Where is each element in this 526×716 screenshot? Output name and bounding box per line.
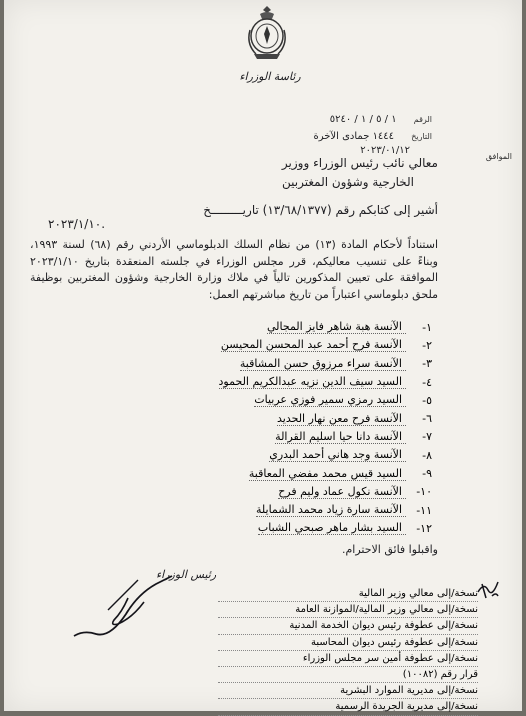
list-item: -٤ السيد سيف الدين نزيه عبدالكريم الحمود xyxy=(218,375,432,389)
list-item: نسخة/إلى مديرية الموارد البشرية xyxy=(218,683,478,699)
reference-line-1: أشير إلى كتابكم رقم (١٣/٦٨/١٣٧٧) تاريـــــــــخ xyxy=(203,203,438,217)
date-label: التاريخ xyxy=(411,132,432,141)
appointees-list xyxy=(152,318,432,538)
addressee-block xyxy=(282,154,438,192)
list-item: -٦ الآنسة فرح معن نهار الحديد xyxy=(276,411,432,426)
list-item: -١٢ السيد بشار ماهر صبحي الشباب xyxy=(257,521,432,535)
list-item: نسخة/إلى عطوفة رئيس ديوان المحاسبة xyxy=(218,635,478,651)
closing-text: واقبلوا فائق الاحترام. xyxy=(341,543,438,556)
list-item: -١ الآنسة هبة شاهر فايز المجالي xyxy=(266,320,432,334)
office-name: رئاسة الوزراء xyxy=(239,70,301,83)
ref-line xyxy=(330,114,432,125)
list-item: -١١ الآنسة سارة زياد محمد الشمايلة xyxy=(255,503,432,517)
addressee-line-1: معالي نائب رئيس الوزراء ووزير xyxy=(281,156,438,170)
list-item: نسخة/إلى عطوفة أمين سر مجلس الوزراء xyxy=(218,651,478,667)
ref-value: ١ / ٥ / ١ / ٥٢٤٠ xyxy=(329,114,397,125)
date-gregorian: ٢٠٢٣/٠١/١٢ xyxy=(360,145,410,156)
ref-label: الرقم xyxy=(413,115,432,124)
list-item: -٥ السيد رمزي سمير فوزي عربيات xyxy=(254,393,432,407)
list-item: نسخة/إلى مديرية الجريدة الرسمية xyxy=(218,699,478,715)
list-item: قرار رقم (١٠٠٨٢) xyxy=(218,667,478,683)
body-paragraph: استناداً لأحكام المادة (١٣) من نظام السلك الدبلوماسي الأردني رقم (٦٨) لسنة ١٩٩٣، وبناءً على تنسيب معاليكم، قرر مجلس الوزراء في جلسته المنعقدة بتاريخ ٢٠٢٣/١/١٠ الموافقة على تعيين المذكورين تالياً في ملاك وزارة الخارجية وشؤون المغتربين بوظيفة ملحق دبلوماسي اعتباراً من تاريخ مباشرتهم العمل: xyxy=(30,238,439,301)
list-item: نسخة/إلى عطوفة رئيس ديوان الخدمة المدنية xyxy=(218,618,478,634)
handwritten-initials xyxy=(474,574,502,602)
list-item: -٢ الآنسة فرح أحمد عبد المحسن المحيسن xyxy=(220,338,432,352)
corresponding-line xyxy=(486,151,512,162)
signer-title: رئيس الوزراء xyxy=(156,568,217,581)
date-hijri: ١٤٤٤ جمادى الآخرة xyxy=(313,131,395,142)
reference-block xyxy=(18,203,438,231)
list-item: -٧ الآنسة دانا حيا اسليم القرالة xyxy=(275,429,432,444)
letter-page xyxy=(4,0,522,711)
list-item: -٩ السيد قيس محمد مفضي المعاقبة xyxy=(248,466,432,481)
list-item: نسخة/إلى معالي وزير المالية/الموازنة العامة xyxy=(218,602,478,618)
addressee-line-2: الخارجية وشؤون المغتربين xyxy=(282,175,414,189)
date-line xyxy=(313,131,432,142)
copies-list xyxy=(218,586,478,716)
corresponding-label: الموافق xyxy=(485,152,512,161)
reference-line-2: ٢٠٢٣/١/١٠. xyxy=(48,217,106,231)
list-item: -١٠ الآنسة نكول عماد وليم فرح xyxy=(278,484,432,499)
list-item: -٨ الآنسة وجد هاني أحمد البدري xyxy=(269,448,432,462)
handwritten-signature xyxy=(68,570,178,642)
coat-of-arms-emblem xyxy=(244,4,290,62)
list-item: نسخة/إلى معالي وزير المالية xyxy=(218,586,478,602)
list-item: -٣ الآنسة سراء مرزوق حسن المشاقبة xyxy=(239,356,432,371)
